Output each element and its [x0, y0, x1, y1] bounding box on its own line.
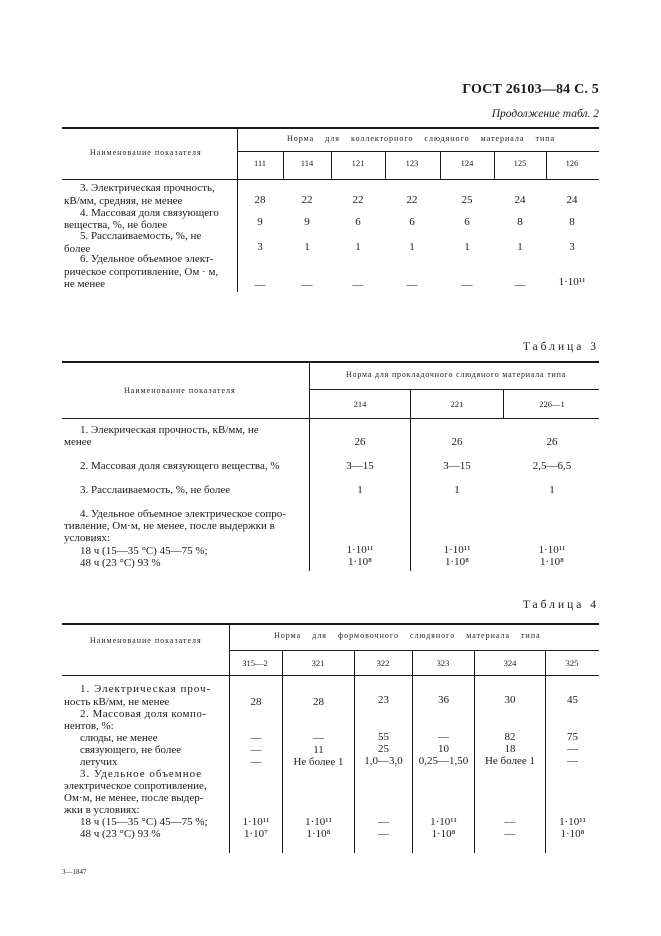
column-header-name: Наименование показателя: [90, 148, 202, 157]
cell: —: [313, 732, 324, 744]
row-label: более: [64, 243, 91, 255]
cell: —: [461, 279, 473, 291]
table-top-rule: [62, 623, 599, 625]
cell: 1·10¹¹: [558, 276, 586, 288]
header-mid-rule: [309, 389, 599, 390]
row-label: менее: [64, 436, 92, 448]
cell: 1: [357, 484, 363, 496]
header-bottom-rule: [62, 418, 599, 419]
cell: 28: [254, 194, 266, 206]
column-header-norm: Норма для коллекторного слюдяного материала типа: [287, 134, 556, 143]
cell: 8: [517, 216, 523, 228]
col-divider: [503, 390, 504, 418]
cell: 25: [461, 194, 473, 206]
cell: 1·10⁸: [540, 556, 564, 568]
row-label: 3. Удельное объемное: [80, 768, 203, 780]
cell: 1: [304, 241, 310, 253]
cell: —: [250, 756, 262, 768]
col-divider: [546, 152, 547, 179]
cell: 36: [438, 694, 449, 706]
cell: 1·10¹¹: [538, 544, 566, 556]
cell: —: [567, 743, 578, 755]
row-label: 4. Удельное объемное электрическое сопро-: [80, 508, 286, 520]
row-label: ность кВ/мм, не менее: [64, 696, 170, 708]
cell: 1·10¹¹: [242, 816, 270, 828]
cell: 3—15: [443, 460, 471, 472]
cell: 1·10⁸: [348, 556, 372, 568]
row-label: 1. Электрическая проч-: [80, 683, 212, 695]
cell: 22: [352, 194, 364, 206]
row-label: рическое сопротивление, Ом · м,: [64, 266, 219, 278]
row-label: летучих: [80, 756, 118, 768]
row-label: слюды, не менее: [80, 732, 158, 744]
page-title: ГОСТ 26103—84 С. 5: [462, 82, 599, 97]
cell: 1·10⁸: [431, 828, 456, 840]
cell: 30: [504, 694, 516, 706]
cell: 3: [257, 241, 263, 253]
row-label: 2. Массовая доля связующего вещества, %: [80, 460, 280, 472]
cell: 3—15: [346, 460, 374, 472]
cell: 75: [567, 731, 578, 743]
column-header-name: Наименование показателя: [90, 636, 202, 645]
col-divider: [440, 152, 441, 179]
cell: 1·10¹¹: [559, 816, 586, 828]
table-top-rule: [62, 361, 599, 363]
header-mid-rule: [237, 151, 599, 152]
cell: 25: [378, 743, 389, 755]
type-code: 315—2: [242, 658, 268, 668]
header-divider: [309, 362, 310, 571]
col-divider: [494, 152, 495, 179]
cell: 55: [378, 731, 389, 743]
header-bottom-rule: [62, 675, 599, 676]
type-code: 121: [351, 158, 365, 168]
cell: —: [250, 744, 262, 756]
row-label: вещества, %, не более: [64, 219, 168, 231]
row-label: 3. Расслаиваемость, %, не более: [80, 484, 231, 496]
type-code: 111: [253, 158, 267, 168]
row-label: нентов, %:: [64, 720, 114, 732]
cell: Не более 1: [484, 755, 536, 767]
type-code: 126: [565, 158, 579, 168]
print-code: 3—1847: [62, 868, 87, 876]
cell: 1·10¹¹: [346, 544, 374, 556]
header-divider: [237, 128, 238, 180]
cell: 6: [464, 216, 470, 228]
row-label: 3. Электрическая прочность,: [80, 182, 215, 194]
cell: 1: [517, 241, 523, 253]
cell: 23: [378, 694, 389, 706]
cell: 9: [257, 216, 263, 228]
cell: 24: [566, 194, 578, 206]
cell: —: [406, 279, 418, 291]
cell: 26: [546, 436, 558, 448]
cell: —: [514, 279, 526, 291]
cell: 0,25—1,50: [418, 755, 469, 767]
col-divider: [385, 152, 386, 179]
cell: —: [301, 279, 313, 291]
row-label: тивление, Ом·м, не менее, после выдержки в: [64, 520, 275, 532]
cell: 1: [355, 241, 361, 253]
cell: 1: [454, 484, 460, 496]
cell: 1,0—3,0: [364, 755, 403, 767]
row-label: 18 ч (15—35 °С) 45—75 %;: [80, 545, 208, 557]
header-mid-rule: [229, 650, 599, 651]
row-label: условиях:: [64, 532, 111, 544]
cell: —: [250, 732, 262, 744]
cell: 1·10⁸: [445, 556, 469, 568]
cell: 1·10¹¹: [430, 816, 457, 828]
cell: 6: [355, 216, 361, 228]
row-label: 2. Массовая доля компо-: [80, 708, 207, 720]
row-label: 6. Удельное объемное элект-: [80, 253, 214, 265]
cell: 3: [569, 241, 575, 253]
cell: 22: [301, 194, 313, 206]
col-divider: [283, 152, 284, 179]
cell: 28: [313, 696, 324, 708]
row-label: жки в условиях:: [64, 804, 140, 816]
column-header-name: Наименование показателя: [124, 386, 236, 395]
type-code: 226—1: [539, 399, 565, 409]
cell: —: [504, 828, 516, 840]
row-label: связующего, не более: [80, 744, 182, 756]
cell: 22: [406, 194, 418, 206]
table-caption: Таблица 4: [522, 599, 599, 611]
cell: 1·10¹¹: [443, 544, 471, 556]
row-label: 1. Элекрическая прочность, кВ/мм, не: [80, 424, 259, 436]
cell: 18: [504, 743, 516, 755]
cell: —: [378, 828, 389, 840]
column-header-norm: Норма для формовочного слюдяного материала типа: [274, 631, 541, 640]
cell: 28: [250, 696, 262, 708]
cell: 1: [549, 484, 555, 496]
row-label: не менее: [64, 278, 106, 290]
table-top-rule: [62, 127, 599, 129]
cell: 1·10¹¹: [305, 816, 332, 828]
row-label: 48 ч (23 °С) 93 %: [80, 557, 161, 569]
cell: 11: [313, 744, 324, 756]
table-caption: Таблица 3: [522, 341, 599, 353]
type-code: 114: [300, 158, 314, 168]
type-code: 324: [503, 658, 517, 668]
row-label: 48 ч (23 °С) 93 %: [80, 828, 161, 840]
cell: 82: [504, 731, 516, 743]
cell: —: [504, 816, 516, 828]
type-code: 214: [353, 399, 367, 409]
row-label: 5. Расслаиваемость, %, не: [80, 230, 202, 242]
type-code: 124: [460, 158, 474, 168]
col-divider: [410, 390, 411, 571]
cell: 26: [354, 436, 366, 448]
type-code: 221: [450, 399, 464, 409]
cell: 2,5—6,5: [532, 460, 572, 472]
cell: —: [352, 279, 364, 291]
cell: 1: [409, 241, 415, 253]
row-label: 18 ч (15—35 °С) 45—75 %;: [80, 816, 208, 828]
cell: 8: [569, 216, 575, 228]
cell: 6: [409, 216, 415, 228]
body-divider: [237, 180, 238, 292]
type-code: 123: [405, 158, 419, 168]
type-code: 325: [565, 658, 579, 668]
row-label: Ом·м, не менее, после выдер-: [64, 792, 204, 804]
cell: 26: [451, 436, 463, 448]
row-label: электрическое сопротивление,: [64, 780, 207, 792]
row-label: 4. Массовая доля связующего: [80, 207, 219, 219]
type-code: 125: [513, 158, 527, 168]
cell: 24: [514, 194, 526, 206]
table-continuation-note: Продолжение табл. 2: [491, 108, 599, 120]
cell: 1·10⁸: [560, 828, 585, 840]
row-label: кВ/мм, средняя, не менее: [64, 195, 183, 207]
cell: —: [378, 816, 389, 828]
cell: —: [567, 755, 578, 767]
header-bottom-rule: [62, 179, 599, 180]
type-code: 321: [311, 658, 325, 668]
cell: 1·10⁷: [244, 828, 268, 840]
cell: —: [438, 731, 449, 743]
cell: 1: [464, 241, 470, 253]
type-code: 322: [376, 658, 390, 668]
cell: 1·10⁸: [306, 828, 331, 840]
cell: —: [254, 279, 266, 291]
cell: Не более 1: [293, 756, 344, 768]
cell: 9: [304, 216, 310, 228]
col-divider: [331, 152, 332, 179]
cell: 45: [567, 694, 578, 706]
type-code: 323: [436, 658, 450, 668]
cell: 10: [438, 743, 449, 755]
column-header-norm: Норма для прокладочного слюдяного материала типа: [346, 370, 566, 379]
